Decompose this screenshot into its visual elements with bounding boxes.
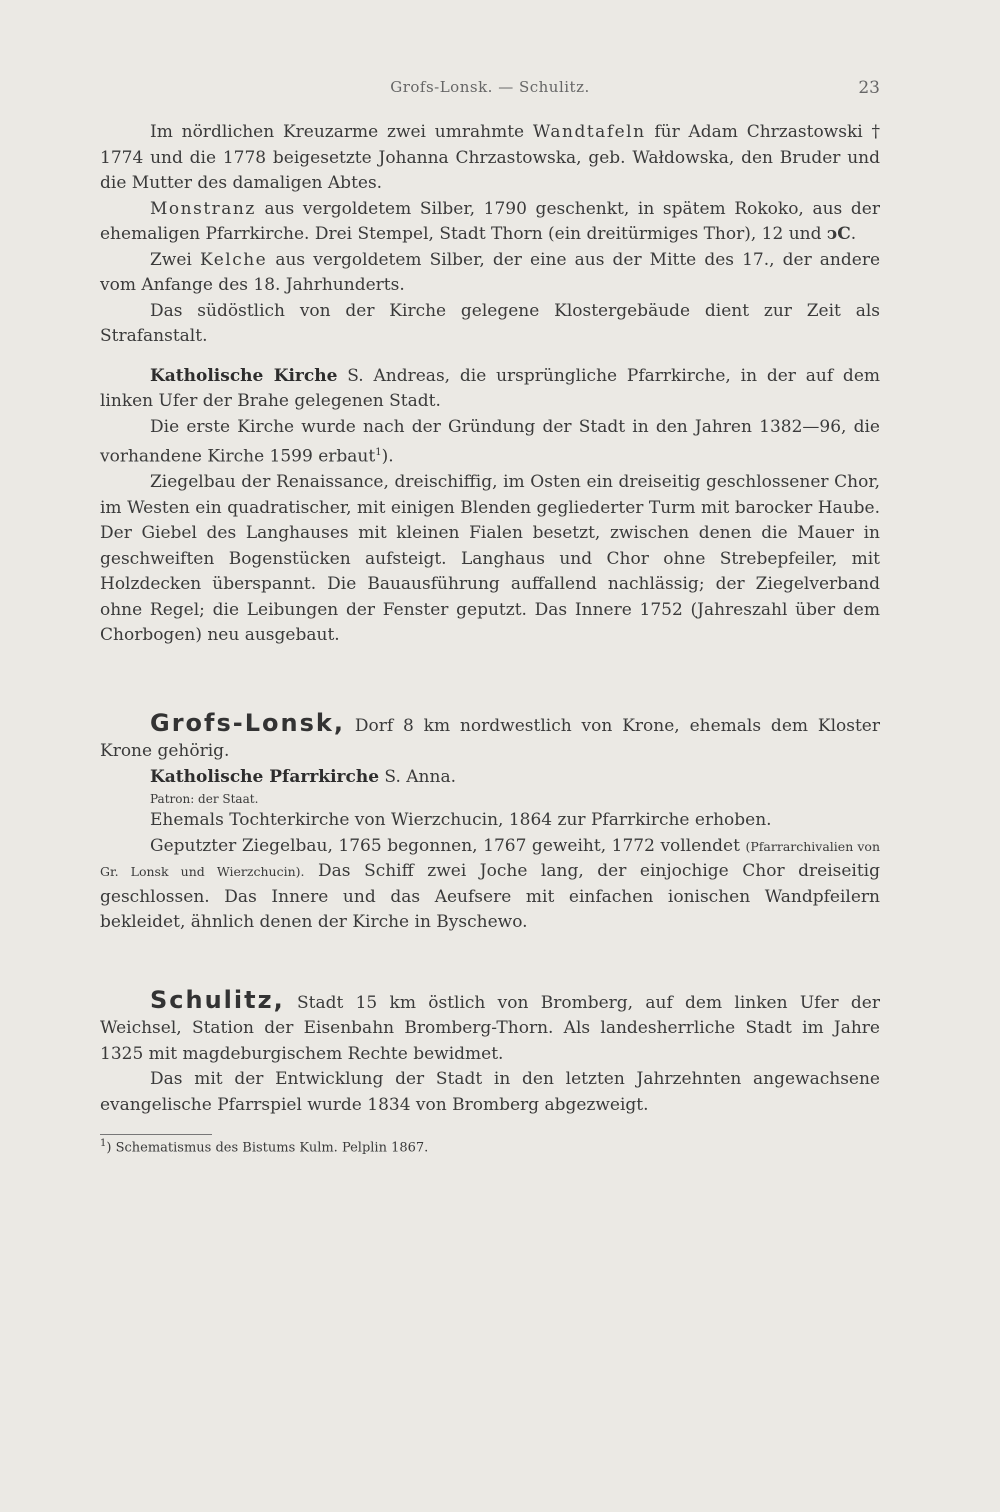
page-number: 23 [858, 78, 880, 98]
footnote: $^1$) Schematismus des Bistums Kulm. Pelplin 1867. [100, 1138, 429, 1156]
paragraph-geputzter-ziegelbau: Geputzter Ziegelbau, 1765 begonnen, 1767 geweiht, 1772 vollendet (Pfarrarchivalien von Gr. Lonsk und Wierzchucin). Das Schiff zwei Joche lang, der einjochige Chor dreiseitig geschlossen. Das Innere und das Aeufsere mit einfachen ionischen Wandpfeilern bekleidet, ähnlich denen der Kirche in Byschewo. [100, 835, 880, 933]
paragraph-pfarrkirche: Katholische Pfarrkirche S. Anna. [150, 766, 456, 787]
paragraph-kelche: Zwei Kelche aus vergoldetem Silber, der eine aus der Mitte des 17., der andere vom Anfange des 18. Jahrhunderts. [100, 249, 881, 295]
paragraph-monstranz: Monstranz aus vergoldetem Silber, 1790 geschenkt, in spätem Rokoko, aus der ehemaligen Pfarrkirche. Drei Stempel, Stadt Thorn (ein dreitürmiges Thor), 12 und ↄC. [100, 198, 880, 244]
hallmark-symbol: ↄC [826, 224, 851, 244]
paragraph-katholische-kirche: Katholische Kirche S. Andreas, die ursprüngliche Pfarrkirche, in der auf dem linken Ufer der Brahe gelegenen Stadt. [100, 365, 880, 411]
paragraph-tochterkirche: Ehemals Tochterkirche von Wierzchucin, 1864 zur Pfarrkirche erhoben. [150, 810, 772, 831]
place-name-grofs-lonsk: Grofs-Lonsk, [150, 708, 345, 737]
patron-note: Patron: der Staat. [150, 792, 259, 807]
running-title: Grofs-Lonsk. — Schulitz. [390, 78, 590, 96]
main-text [100, 120, 880, 1157]
footnote-ref: 1 [375, 447, 382, 458]
paragraph-pfarrspiel: Das mit der Entwicklung der Stadt in den letzten Jahrzehnten angewachsene evangelische Pfarrspiel wurde 1834 von Bromberg abgezweigt. [100, 1069, 880, 1115]
paragraph-ziegelbau: Ziegelbau der Renaissance, dreischiffig, im Osten ein dreiseitig geschlossener Chor, im Westen ein quadratischer, mit einigen Blenden gegliederter Turm mit barocker Haube. Der Giebel des Langhauses mit kleinen Fialen besetzt, zwischen denen die Mauer in geschweiften Bogenstücken aufsteigt. Langhaus und Chor ohne Strebepfeiler, mit Holzdecken überspannt. Die Bauausführung auffallend nachlässig; der Ziegelverband ohne Regel; die Leibungen der Fenster geputzt. Das Innere 1752 (Jahreszahl über dem Chorbogen) neu ausgebaut. [100, 472, 880, 646]
place-name-schulitz: Schulitz, [150, 985, 285, 1014]
section-schulitz: Schulitz, Stadt 15 km östlich von Bromberg, auf dem linken Ufer der Weichsel, Station der Eisenbahn Bromberg-Thorn. Als landesherrliche Stadt im Jahre 1325 mit magdeburgischem Rechte bewidmet. [100, 985, 880, 1064]
paragraph-erste-kirche: Die erste Kirche wurde nach der Gründung der Stadt in den Jahren 1382—96, die vorhandene Kirche 1599 erbaut$^1$). [100, 416, 880, 467]
paragraph-wandtafeln: Im nördlichen Kreuzarme zwei umrahmte Wandtafeln für Adam Chrzastowski † 1774 und die 1778 beigesetzte Johanna Chrzastowska, geb. Wałdowska, den Bruder und die Mutter des damaligen Abtes. [100, 122, 880, 193]
section-grofs-lonsk: Grofs-Lonsk, Dorf 8 km nordwestlich von Krone, ehemals dem Kloster Krone gehörig. [100, 708, 880, 762]
paragraph-klostergebaeude: Das südöstlich von der Kirche gelegene Klostergebäude dient zur Zeit als Strafanstalt. [100, 300, 880, 346]
